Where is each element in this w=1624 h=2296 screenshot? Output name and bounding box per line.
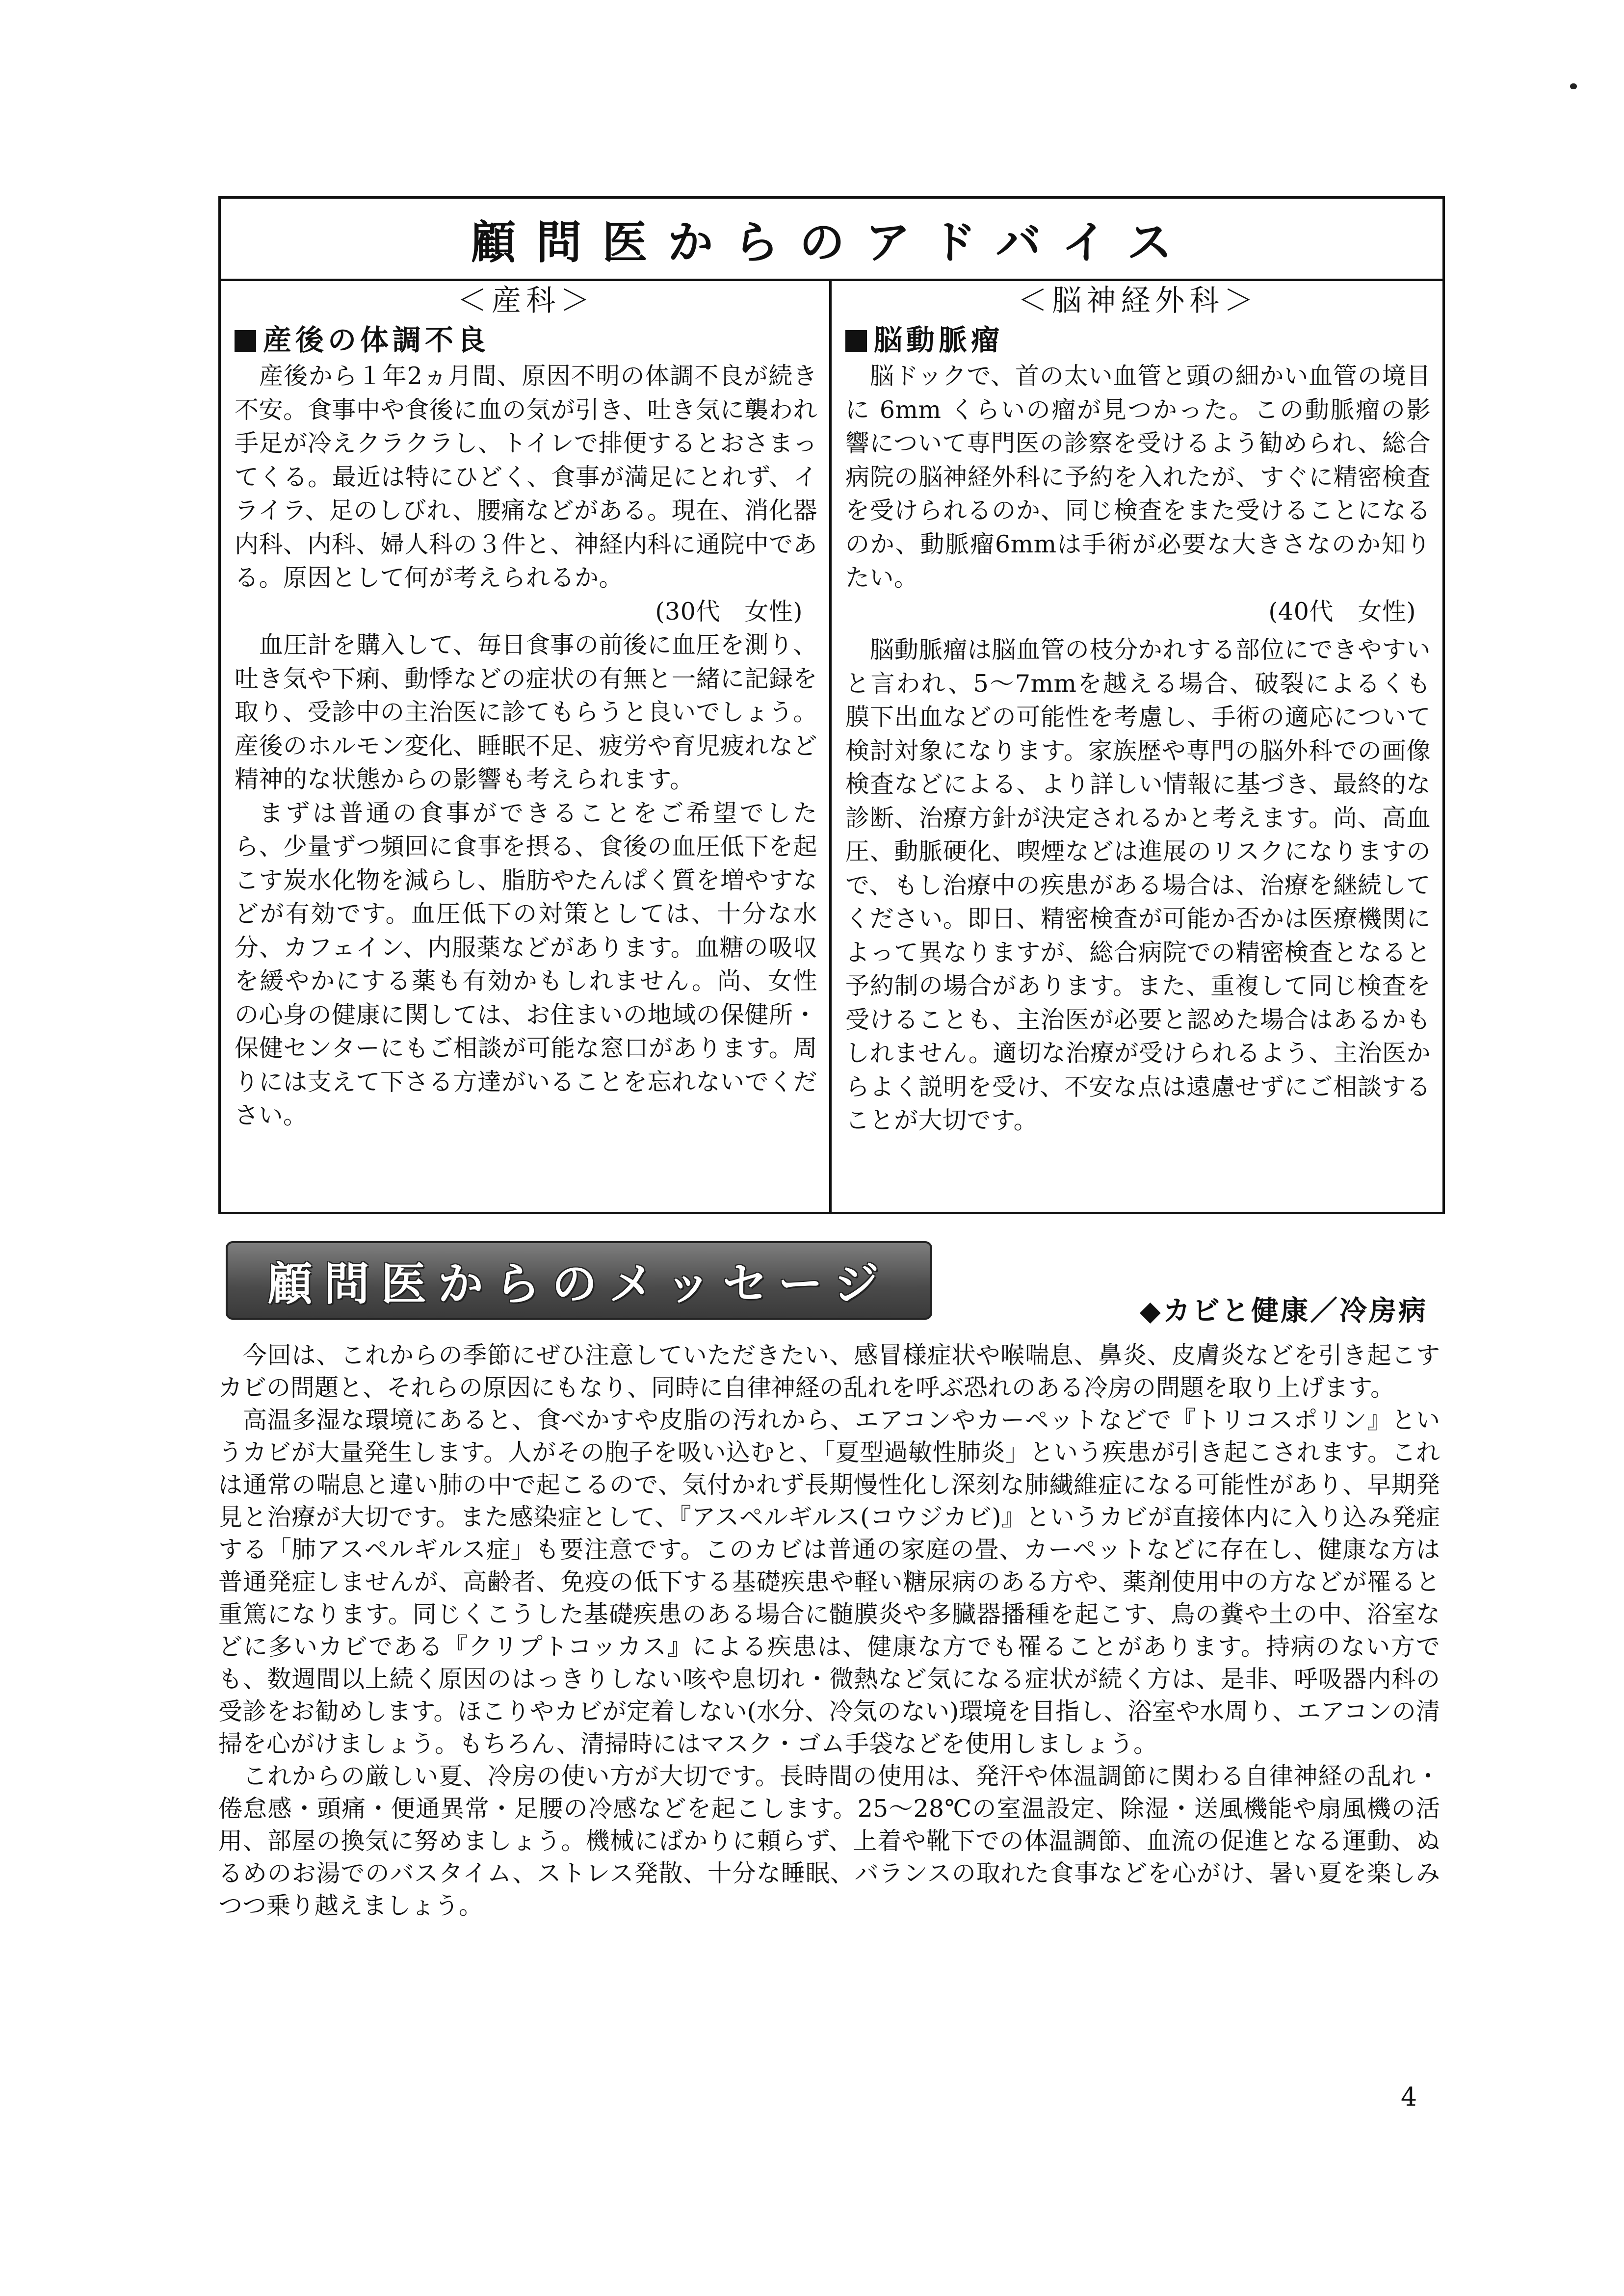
topic-heading bbox=[845, 320, 1431, 360]
message-body bbox=[218, 1339, 1440, 1922]
topic-heading bbox=[235, 320, 817, 360]
scan-mark bbox=[1570, 83, 1577, 89]
advice-column-obstetrics bbox=[221, 281, 832, 1212]
message-paragraph: 高温多湿な環境にあると、食べかすや皮脂の汚れから、エアコンやカーペットなどで『トリコスポリン』というカビが大量発生します。人がその胞子を吸い込むと、「夏型過敏性肺炎」という疾患が引き起こされます。これは通常の喘息と違い肺の中で起こるので、気付かれず長期慢性化し深刻な肺繊維症になる可能性があり、早期発見と治療が大切です。また感染症として、『アスペルギルス(コウジカビ)』というカビが直接体内に入り込み発症する「肺アスペルギルス症」も要注意です。このカビは普通の家庭の畳、カーペットなどに存在し、健康な方は普通発症しませんが、高齢者、免疫の低下する基礎疾患や軽い糖尿病のある方や、薬剤使用中の方などが罹ると重篤になります。同じくこうした基礎疾患のある場合に髄膜炎や多臓器播種を起こす、鳥の糞や土の中、浴室などに多いカビである『クリプトコッカス』による疾患は、健康な方でも罹ることがあります。持病のない方でも、数週間以上続く原因のはっきりしない咳や息切れ・微熱など気になる症状が続く方は、是非、呼吸器内科の受診をお勧めします。ほこりやカビが定着しない(水分、冷気のない)環境を目指し、浴室や水周り、エアコンの清掃を心がけましょう。もちろん、清掃時にはマスク・ゴム手袋などを使用しましょう。 bbox=[218, 1406, 1440, 1758]
advice-box bbox=[218, 196, 1445, 1214]
answer-text: 脳動脈瘤は脳血管の枝分かれする部位にできやすいと言われ、5～7mmを越える場合、破裂によるくも膜下出血などの可能性を考慮し、手術の適応について検討対象になります。家族歴や専門の脳外科での画像検査などによる、より詳しい情報に基づき、最終的な診断、治療方針が決定されるかと考えます。尚、高血圧、動脈硬化、喫煙などは進展のリスクになりますので、もし治療中の疾患がある場合は、治療を継続してください。即日、精密検査が可能か否かは医療機関によって異なりますが、総合病院での精密検査となると予約制の場合があります。また、重複して同じ検査を受けることも、主治医が必要と認めた場合はあるかもしれません。適切な治療が受けられるよう、主治医からよく説明を受け、不安な点は遠慮せずにご相談することが大切です。 bbox=[845, 636, 1431, 1134]
question-text: 脳ドックで、首の太い血管と頭の細かい血管の境目に 6mm くらいの瘤が見つかった。この動脈瘤の影響について専門医の診察を受けるよう勧められ、総合病院の脳神経外科に予約を入れたが、すぐに精密検査を受けられるのか、同じ検査をまた受けることになるのか、動脈瘤6mmは手術が必要な大きさなのか知りたい。 bbox=[845, 362, 1431, 592]
square-bullet-icon bbox=[845, 330, 867, 352]
message-paragraph: 今回は、これからの季節にぜひ注意していただきたい、感冒様症状や喉喘息、鼻炎、皮膚炎などを引き起こすカビの問題と、それらの原因にもなり、同時に自律神経の乱れを呼ぶ恐れのある冷房の問題を取り上げます。 bbox=[218, 1341, 1440, 1402]
advice-title: 顧問医からのアドバイス bbox=[221, 199, 1442, 281]
topic-label: 産後の体調不良 bbox=[263, 323, 490, 357]
message-topic: ◆カビと健康／冷房病 bbox=[1139, 1295, 1428, 1327]
asker-info: (30代 女性) bbox=[655, 597, 803, 626]
asker-info: (40代 女性) bbox=[1268, 597, 1416, 626]
topic-label: 脳動脈瘤 bbox=[874, 323, 1004, 357]
advice-column-neurosurgery bbox=[832, 281, 1442, 1212]
question-text: 産後から１年2ヵ月間、原因不明の体調不良が続き不安。食事中や食後に血の気が引き、吐き気に襲われ手足が冷えクラクラし、トイレで排便するとおさまってくる。最近は特にひどく、食事が満足にとれず、イライラ、足のしびれ、腰痛などがある。現在、消化器内科、内科、婦人科の３件と、神経内科に通院中である。原因として何が考えられるか。 bbox=[235, 362, 818, 592]
answer-text: まずは普通の食事ができることをご希望でしたら、少量ずつ頻回に食事を摂る、食後の血圧低下を起こす炭水化物を減らし、脂肪やたんぱく質を増やすなどが有効です。血圧低下の対策としては、十分な水分、カフェイン、内服薬などがあります。血糖の吸収を緩やかにする薬も有効かもしれません。尚、女性の心身の健康に関しては、お住まいの地域の保健所・保健センターにもご相談が可能な窓口があります。周りには支えて下さる方達がいることを忘れないでください。 bbox=[235, 799, 818, 1129]
message-paragraph: これからの厳しい夏、冷房の使い方が大切です。長時間の使用は、発汗や体温調節に関わる自律神経の乱れ・倦怠感・頭痛・便通異常・足腰の冷感などを起こします。25～28℃の室温設定、除湿・送風機能や扇風機の活用、部屋の換気に努めましょう。機械にばかりに頼らず、上着や靴下での体温調節、血流の促進となる運動、ぬるめのお湯でのバスタイム、ストレス発散、十分な睡眠、バランスの取れた食事などを心がけ、暑い夏を楽しみつつ乗り越えましょう。 bbox=[218, 1762, 1440, 1920]
message-banner: 顧問医からのメッセージ bbox=[226, 1241, 932, 1320]
advice-columns bbox=[221, 281, 1442, 1212]
department-heading: ＜産科＞ bbox=[457, 284, 595, 318]
page-number: 4 bbox=[1401, 2083, 1417, 2112]
department-heading: ＜脳神経外科＞ bbox=[1018, 284, 1258, 318]
answer-text: 血圧計を購入して、毎日食事の前後に血圧を測り、吐き気や下痢、動悸などの症状の有無と一緒に記録を取り、受診中の主治医に診てもらうと良いでしょう。産後のホルモン変化、睡眠不足、疲労や育児疲れなど精神的な状態からの影響も考えられます。 bbox=[235, 631, 818, 793]
square-bullet-icon bbox=[235, 330, 256, 352]
